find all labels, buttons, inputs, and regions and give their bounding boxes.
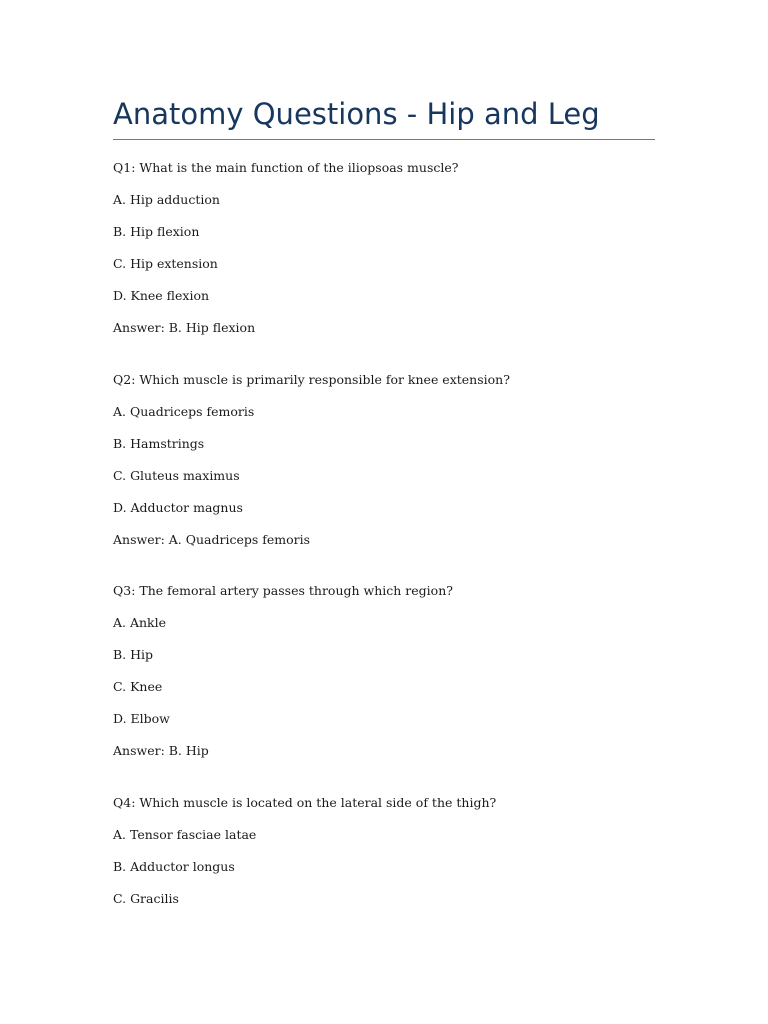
option-d: D. Knee flexion xyxy=(113,288,210,303)
answer-text: Answer: A. Quadriceps femoris xyxy=(113,532,311,547)
answer-text: Answer: B. Hip flexion xyxy=(113,320,256,335)
option-c: C. Gracilis xyxy=(113,891,179,906)
option-a: A. Hip adduction xyxy=(113,192,220,207)
question-text: Q1: What is the main function of the iliopsoas muscle? xyxy=(113,160,459,175)
option-d: D. Adductor magnus xyxy=(113,500,243,515)
answer-text: Answer: B. Hip xyxy=(113,743,209,758)
option-d: D. Elbow xyxy=(113,711,170,726)
title-underline xyxy=(113,139,655,140)
page-title: Anatomy Questions - Hip and Leg xyxy=(113,97,600,131)
option-c: C. Gluteus maximus xyxy=(113,468,240,483)
option-c: C. Hip extension xyxy=(113,256,218,271)
option-b: B. Hip xyxy=(113,647,154,662)
option-c: C. Knee xyxy=(113,679,163,694)
option-a: A. Tensor fasciae latae xyxy=(113,827,257,842)
question-text: Q3: The femoral artery passes through which region? xyxy=(113,583,453,598)
option-b: B. Adductor longus xyxy=(113,859,235,874)
option-a: A. Ankle xyxy=(113,615,167,630)
question-text: Q2: Which muscle is primarily responsible for knee extension? xyxy=(113,372,510,387)
option-b: B. Hip flexion xyxy=(113,224,200,239)
option-a: A. Quadriceps femoris xyxy=(113,404,255,419)
question-text: Q4: Which muscle is located on the lateral side of the thigh? xyxy=(113,795,497,810)
option-b: B. Hamstrings xyxy=(113,436,205,451)
